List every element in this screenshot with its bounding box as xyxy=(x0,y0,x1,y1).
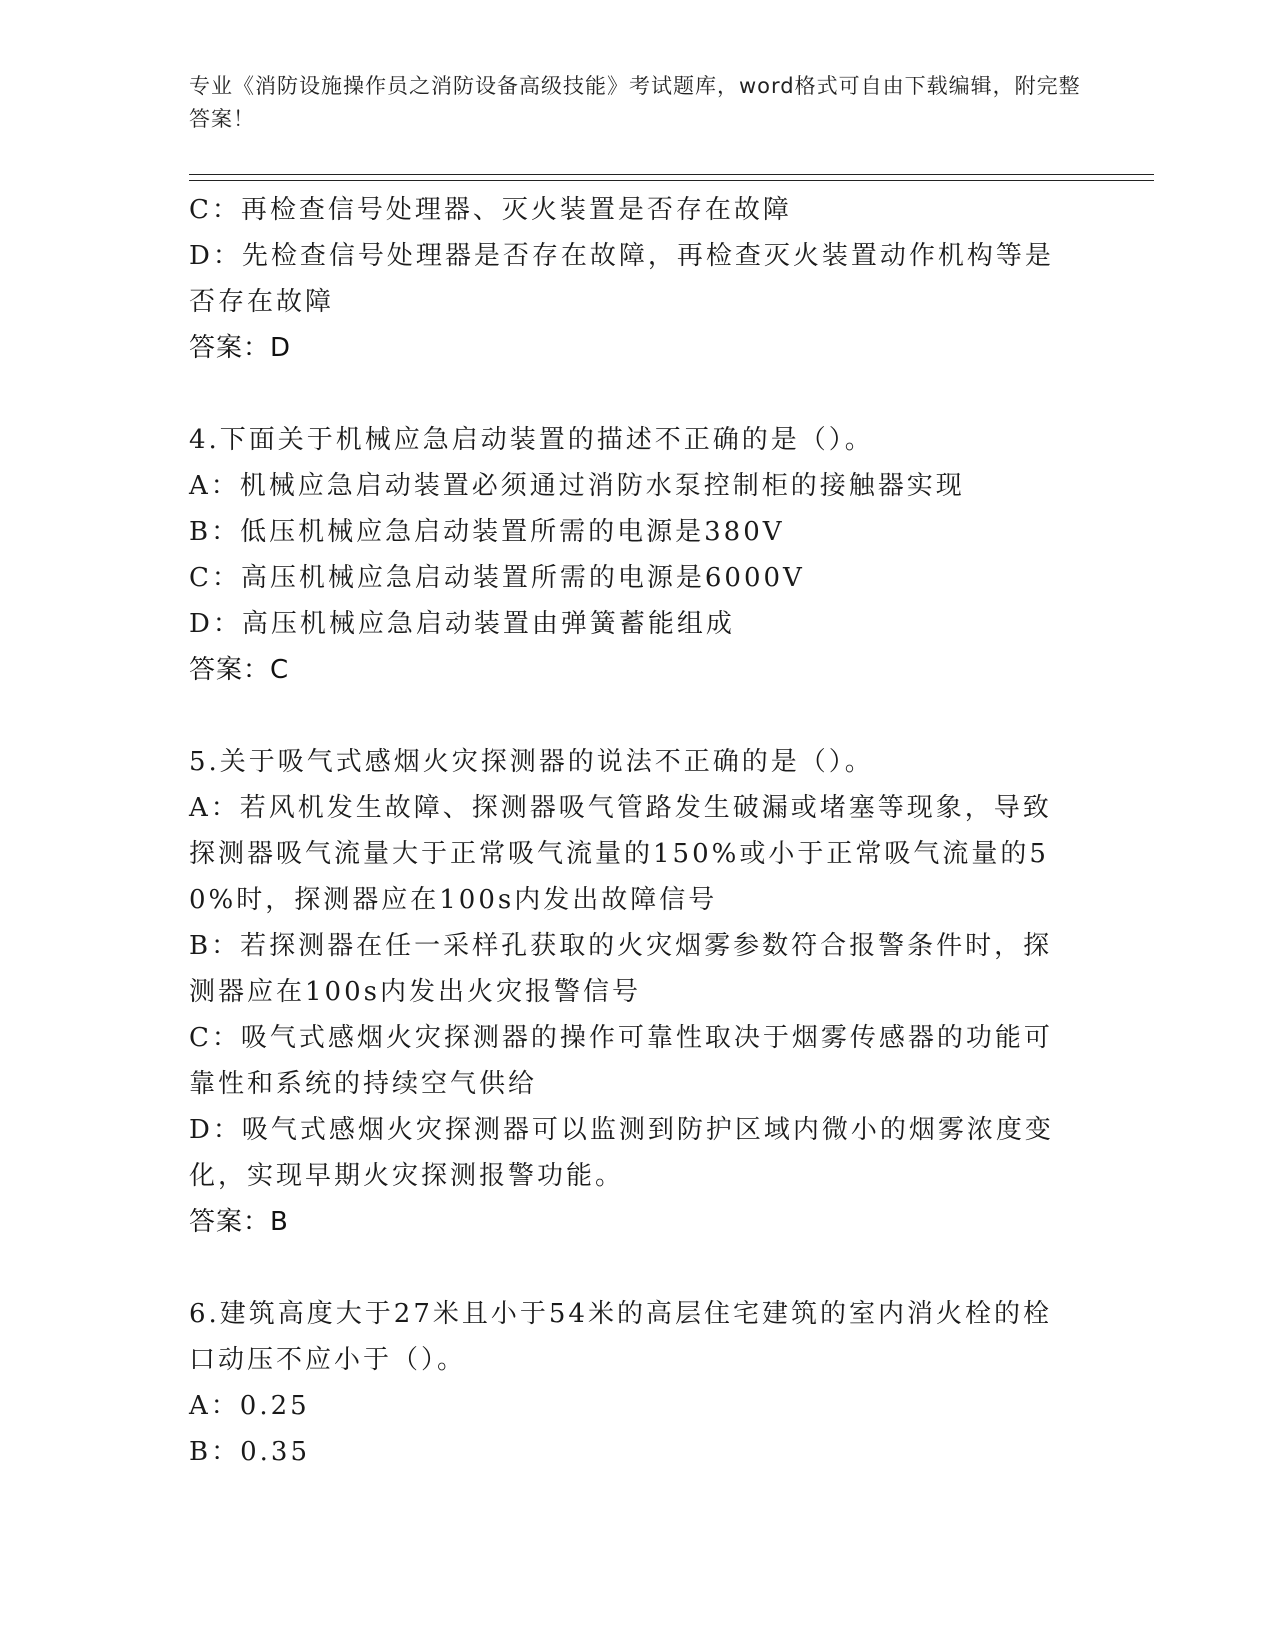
option-c: C：吸气式感烟火灾探测器的操作可靠性取决于烟雾传感器的功能可靠性和系统的持续空气供给 xyxy=(189,1023,1053,1099)
option-d: D：吸气式感烟火灾探测器可以监测到防护区域内微小的烟雾浓度变化，实现早期火灾探测报警功能。 xyxy=(189,1115,1054,1191)
answer: 答案：C xyxy=(189,655,290,685)
spacer xyxy=(189,693,1074,739)
option-d: D：高压机械应急启动装置由弹簧蓄能组成 xyxy=(189,609,735,639)
question-content xyxy=(189,187,1074,1475)
spacer xyxy=(189,371,1074,417)
header-divider-top xyxy=(189,174,1154,175)
spacer xyxy=(189,1245,1074,1291)
option-c: C：高压机械应急启动装置所需的电源是6000V xyxy=(189,563,805,593)
document-header: 专业《消防设施操作员之消防设备高级技能》考试题库，word格式可自由下载编辑，附完整答案！ xyxy=(189,74,1081,131)
option-b: B：若探测器在任一采样孔获取的火灾烟雾参数符合报警条件时，探测器应在100s内发出火灾报警信号 xyxy=(189,931,1053,1007)
option-c: C：再检查信号处理器、灭火装置是否存在故障 xyxy=(189,195,792,225)
question-4 xyxy=(189,417,1074,693)
answer: 答案：D xyxy=(189,333,292,363)
question-3-tail xyxy=(189,187,1074,371)
option-d: D：先检查信号处理器是否存在故障，再检查灭火装置动作机构等是否存在故障 xyxy=(189,241,1054,317)
question-stem: 6.建筑高度大于27米且小于54米的高层住宅建筑的室内消火栓的栓口动压不应小于（）。 xyxy=(189,1299,1052,1375)
question-5 xyxy=(189,739,1074,1245)
question-stem: 5.关于吸气式感烟火灾探测器的说法不正确的是（）。 xyxy=(189,747,874,777)
header-divider-bottom xyxy=(189,180,1154,181)
option-a: A：0.25 xyxy=(189,1391,310,1421)
option-b: B：低压机械应急启动装置所需的电源是380V xyxy=(189,517,785,547)
question-stem: 4.下面关于机械应急启动装置的描述不正确的是（）。 xyxy=(189,425,874,455)
question-6 xyxy=(189,1291,1074,1475)
answer: 答案：B xyxy=(189,1207,289,1237)
option-a: A：机械应急启动装置必须通过消防水泵控制柜的接触器实现 xyxy=(189,471,965,501)
option-b: B：0.35 xyxy=(189,1437,310,1467)
option-a: A：若风机发生故障、探测器吸气管路发生破漏或堵塞等现象，导致探测器吸气流量大于正常吸气流量的150%或小于正常吸气流量的50%时，探测器应在100s内发出故障信号 xyxy=(189,793,1052,915)
